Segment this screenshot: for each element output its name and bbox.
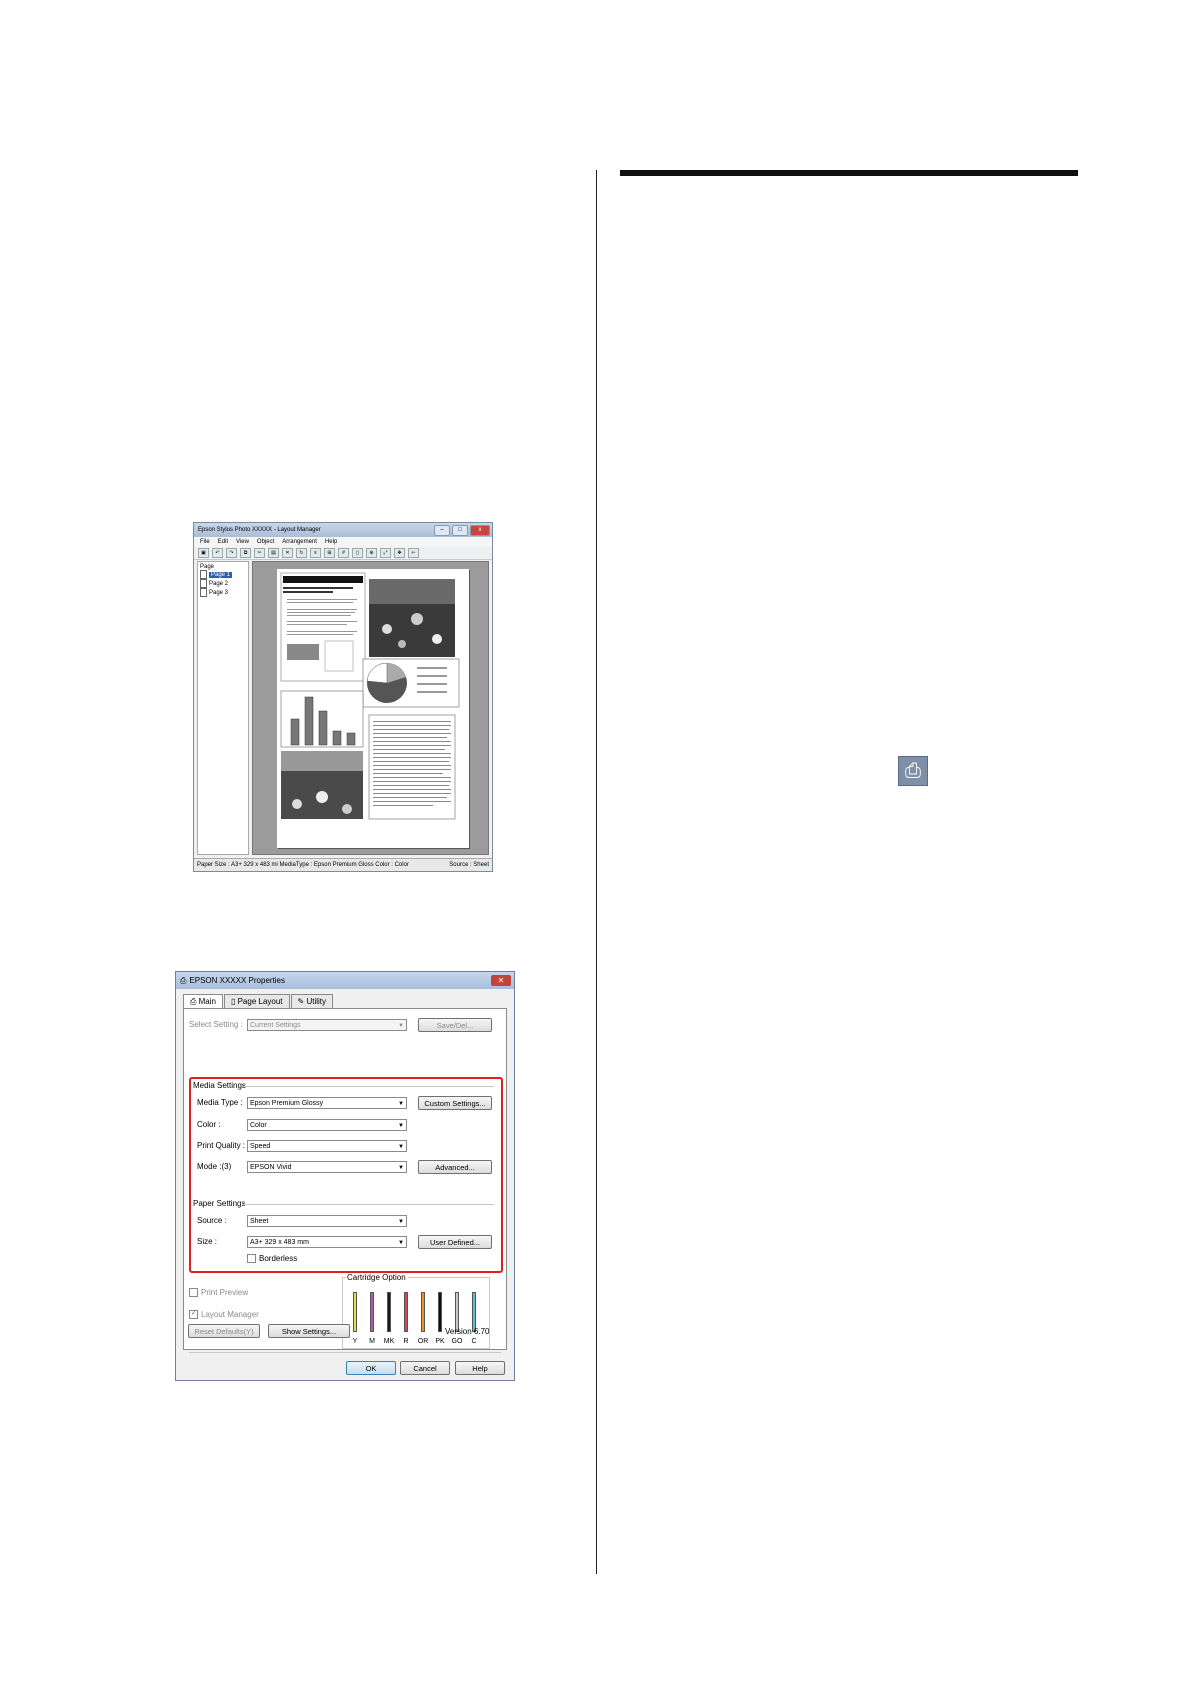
color-label: Color :: [197, 1120, 221, 1129]
cartridge-option-group: [342, 1273, 490, 1349]
ok-button[interactable]: OK: [346, 1361, 396, 1375]
mode-select[interactable]: EPSON Vivid ▼: [247, 1161, 407, 1173]
ink-cartridge-go: [455, 1292, 459, 1332]
source-select[interactable]: Sheet ▼: [247, 1215, 407, 1227]
ink-cartridge-r: [404, 1292, 408, 1332]
ink-cartridge-y: [353, 1292, 357, 1332]
ink-label: R: [403, 1338, 409, 1345]
page-content-preview: [277, 569, 469, 848]
tab-page-layout[interactable]: ▯ Page Layout: [224, 994, 290, 1008]
pd-window-title: EPSON XXXXX Properties: [189, 976, 285, 985]
chevron-down-icon: ▼: [398, 1023, 404, 1029]
page-layout-icon: ▯: [230, 997, 238, 1006]
help-button[interactable]: Help: [455, 1361, 505, 1375]
lm-title-bar: [194, 523, 492, 537]
save-del-button[interactable]: Save/Del...: [418, 1018, 492, 1032]
chevron-down-icon: ▼: [398, 1240, 404, 1246]
media-settings-rule: [242, 1086, 494, 1087]
menu-view[interactable]: View: [236, 539, 249, 545]
ink-cartridge-or: [421, 1292, 425, 1332]
delete-icon[interactable]: ✕: [282, 548, 293, 558]
borderless-label: Borderless: [259, 1254, 298, 1263]
paste-icon[interactable]: ▤: [268, 548, 279, 558]
source-label: Source :: [197, 1216, 227, 1225]
borderless-checkbox[interactable]: [247, 1254, 256, 1263]
mode-label: Mode :(3): [197, 1162, 232, 1171]
page-icon: [200, 570, 207, 579]
printer-icon: ⎙: [180, 975, 187, 985]
ink-cartridge-pk: [438, 1292, 442, 1332]
align-icon[interactable]: ≡: [310, 548, 321, 558]
page-icon[interactable]: ▯: [352, 548, 363, 558]
arrange-icon[interactable]: ⊞: [324, 548, 335, 558]
ink-cartridge-mk: [387, 1292, 391, 1332]
copy-icon[interactable]: ⧉: [240, 548, 251, 558]
rotate-icon[interactable]: ↻: [296, 548, 307, 558]
chevron-down-icon: ▼: [398, 1101, 404, 1107]
version-label: Version 6.70: [445, 1327, 490, 1336]
media-settings-label: Media Settings: [193, 1081, 246, 1090]
back-icon[interactable]: ⇐: [408, 548, 419, 558]
lm-status-bar: [194, 858, 492, 871]
utility-icon: ✎: [297, 997, 307, 1006]
maximize-icon[interactable]: □: [452, 525, 468, 536]
paper-settings-rule: [242, 1204, 494, 1205]
layout-manager-window: [193, 522, 493, 872]
fit-icon[interactable]: ⤢: [380, 548, 391, 558]
section-rule: [620, 170, 1078, 176]
chevron-down-icon: ▼: [398, 1219, 404, 1225]
layout-manager-icon: ⎙: [898, 756, 928, 786]
print-quality-label: Print Quality :: [197, 1141, 246, 1150]
move-icon[interactable]: ✥: [394, 548, 405, 558]
paper-settings-label: Paper Settings: [193, 1199, 246, 1208]
menu-object[interactable]: Object: [256, 539, 275, 545]
advanced-button[interactable]: Advanced...: [418, 1160, 492, 1174]
page-icon: [200, 579, 207, 588]
close-icon[interactable]: x: [470, 525, 490, 536]
color-select[interactable]: Color ▼: [247, 1119, 407, 1131]
menu-arrangement[interactable]: Arrangement: [282, 539, 317, 545]
page-icon: [200, 588, 207, 597]
show-settings-button[interactable]: Show Settings...: [268, 1324, 350, 1338]
user-defined-button[interactable]: User Defined...: [418, 1235, 492, 1249]
close-icon[interactable]: ✕: [491, 975, 511, 986]
layout-page-preview: [277, 569, 469, 848]
cancel-button[interactable]: Cancel: [400, 1361, 450, 1375]
menu-help[interactable]: Help: [324, 539, 338, 545]
select-setting-label: Select Setting :: [189, 1020, 243, 1029]
tab-utility[interactable]: ✎ Utility: [291, 994, 334, 1008]
redo-icon[interactable]: ↷: [226, 548, 237, 558]
borderless-option[interactable]: [247, 1254, 297, 1263]
lm-window-title: Epson Stylus Photo XXXXX - Layout Manager: [198, 527, 321, 533]
tab-strip: [183, 994, 334, 1008]
media-type-label: Media Type :: [197, 1098, 243, 1107]
main-tab-icon: ⎙: [190, 997, 199, 1006]
lm-toolbar: [194, 547, 492, 560]
size-select[interactable]: A3+ 329 x 483 mm ▼: [247, 1236, 407, 1248]
grid-icon[interactable]: #: [338, 548, 349, 558]
print-preview-label: Print Preview: [201, 1288, 249, 1297]
status-paper-info: Paper Size : A3+ 329 x 483 mi MediaType : Epson Premium Gloss Color : Color: [197, 862, 409, 868]
ink-label: PK: [435, 1338, 445, 1345]
ink-cartridge-m: [370, 1292, 374, 1332]
cartridge-option-label: Cartridge Option: [347, 1273, 406, 1282]
print-icon[interactable]: ▣: [198, 548, 209, 558]
column-divider: [596, 170, 597, 1574]
size-label: Size :: [197, 1237, 218, 1246]
chevron-down-icon: ▼: [398, 1144, 404, 1150]
layout-manager-option[interactable]: [189, 1310, 259, 1319]
media-type-select[interactable]: Epson Premium Glossy ▼: [247, 1097, 407, 1109]
print-preview-checkbox[interactable]: [189, 1288, 198, 1297]
menu-edit[interactable]: Edit: [217, 539, 229, 545]
print-quality-select[interactable]: Speed ▼: [247, 1140, 407, 1152]
ink-label: GO: [451, 1338, 463, 1345]
page-item[interactable]: Page 3: [200, 588, 246, 597]
ink-label: C: [471, 1338, 477, 1345]
page-list-header: Page: [200, 564, 215, 570]
reset-defaults-button[interactable]: Reset Defaults(Y): [188, 1324, 260, 1338]
menu-file[interactable]: File: [200, 539, 210, 545]
layout-canvas[interactable]: [252, 561, 489, 855]
page-item[interactable]: Page 2: [200, 579, 246, 588]
properties-dialog: [175, 971, 515, 1381]
ink-label: M: [369, 1338, 375, 1345]
ink-label: OR: [417, 1338, 429, 1345]
select-setting-combo[interactable]: Current Settings ▼: [247, 1019, 407, 1031]
footer-rule: [189, 1352, 501, 1353]
page-list: [197, 561, 249, 855]
ink-cartridge-c: [472, 1292, 476, 1332]
layout-manager-label: Layout Manager: [201, 1310, 259, 1319]
page-item[interactable]: Page 1: [200, 570, 246, 579]
layout-manager-checkbox[interactable]: ✓: [190, 1311, 197, 1317]
tab-main[interactable]: ⎙ Main: [183, 994, 223, 1009]
ink-label: Y: [352, 1338, 358, 1345]
pd-title-bar: [176, 972, 514, 989]
minimize-icon[interactable]: –: [434, 525, 450, 536]
cut-icon[interactable]: ✂: [254, 548, 265, 558]
chevron-down-icon: ▼: [398, 1165, 404, 1171]
zoom-icon[interactable]: ⊕: [366, 548, 377, 558]
custom-settings-button[interactable]: Custom Settings...: [418, 1096, 492, 1110]
main-tab-panel: [183, 1008, 507, 1350]
undo-icon[interactable]: ↶: [212, 548, 223, 558]
lm-menu-bar: [194, 537, 492, 547]
status-source: Source : Sheet: [449, 862, 489, 868]
print-preview-option[interactable]: [189, 1288, 248, 1297]
ink-label: MK: [383, 1338, 395, 1345]
chevron-down-icon: ▼: [398, 1123, 404, 1129]
